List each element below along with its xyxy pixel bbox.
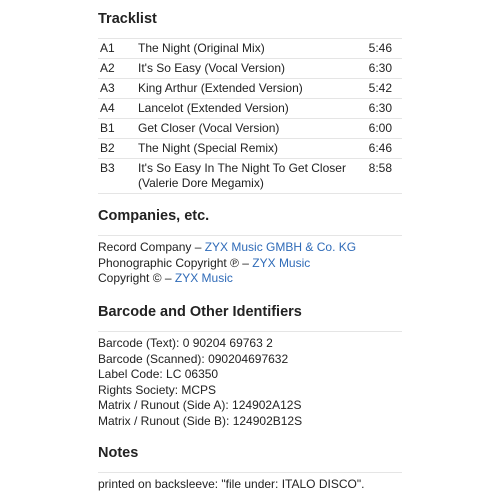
identifiers-divider [98,331,402,332]
company-row [98,240,402,256]
identifiers-list [98,336,402,429]
track-duration: 6:30 [368,101,392,115]
track-title: The Night (Original Mix) [138,41,265,55]
notes-section [98,444,402,493]
companies-heading: Companies, etc. [98,208,210,224]
track-row [98,119,402,139]
track-duration: 8:58 [368,161,392,175]
tracklist-heading: Tracklist [98,11,157,27]
identifier-row: Label Code: LC 06350 [98,367,219,381]
track-title: It's So Easy (Vocal Version) [138,61,286,75]
track-position: B3 [100,161,115,175]
identifier-row: Barcode (Text): 0 90204 69763 2 [98,336,273,350]
companies-list [98,240,402,287]
company-role: Copyright © – [98,271,175,285]
track-duration: 5:42 [368,81,392,95]
track-position: A4 [100,101,115,115]
track-row [98,59,402,79]
track-row [98,79,402,99]
identifiers-section [98,303,402,429]
notes-text: printed on backsleeve: "file under: ITALO DISCO". [98,477,365,491]
track-position: A2 [100,61,115,75]
company-link[interactable]: ZYX Music [252,255,311,270]
company-link[interactable]: ZYX Music [174,271,233,285]
track-row [98,39,402,59]
tracklist-section [98,10,402,194]
companies-section [98,207,402,287]
companies-divider [98,235,402,236]
track-duration: 6:00 [368,121,392,135]
track-title: Get Closer (Vocal Version) [138,121,280,135]
company-role: Phonographic Copyright ℗ – [98,255,253,270]
track-duration: 6:30 [368,61,392,75]
company-row [98,256,402,272]
identifiers-heading: Barcode and Other Identifiers [98,304,302,320]
track-position: A3 [100,81,115,95]
identifier-row: Rights Society: MCPS [98,382,217,397]
track-row [98,99,402,119]
track-duration: 5:46 [368,41,392,55]
track-row [98,139,402,159]
identifier-row: Matrix / Runout (Side B): 124902B12S [98,413,303,428]
track-duration: 6:46 [368,141,392,155]
track-title: The Night (Special Remix) [138,141,279,155]
company-link[interactable]: ZYX Music GMBH & Co. KG [204,240,357,254]
identifier-row: Matrix / Runout (Side A): 124902A12S [98,398,302,412]
notes-divider [98,472,402,473]
tracklist-table [98,39,402,194]
track-position: B2 [100,141,115,155]
company-row [98,271,402,287]
track-title: Lancelot (Extended Version) [138,101,289,115]
track-position: B1 [100,121,115,135]
track-position: A1 [100,41,115,55]
track-row [98,159,402,194]
company-role: Record Company – [98,240,205,254]
track-title: King Arthur (Extended Version) [138,81,303,95]
identifier-row: Barcode (Scanned): 090204697632 [98,351,289,366]
track-title: It's So Easy In The Night To Get Closer (Valerie Dore Megamix) [138,161,346,190]
notes-heading: Notes [98,445,139,461]
